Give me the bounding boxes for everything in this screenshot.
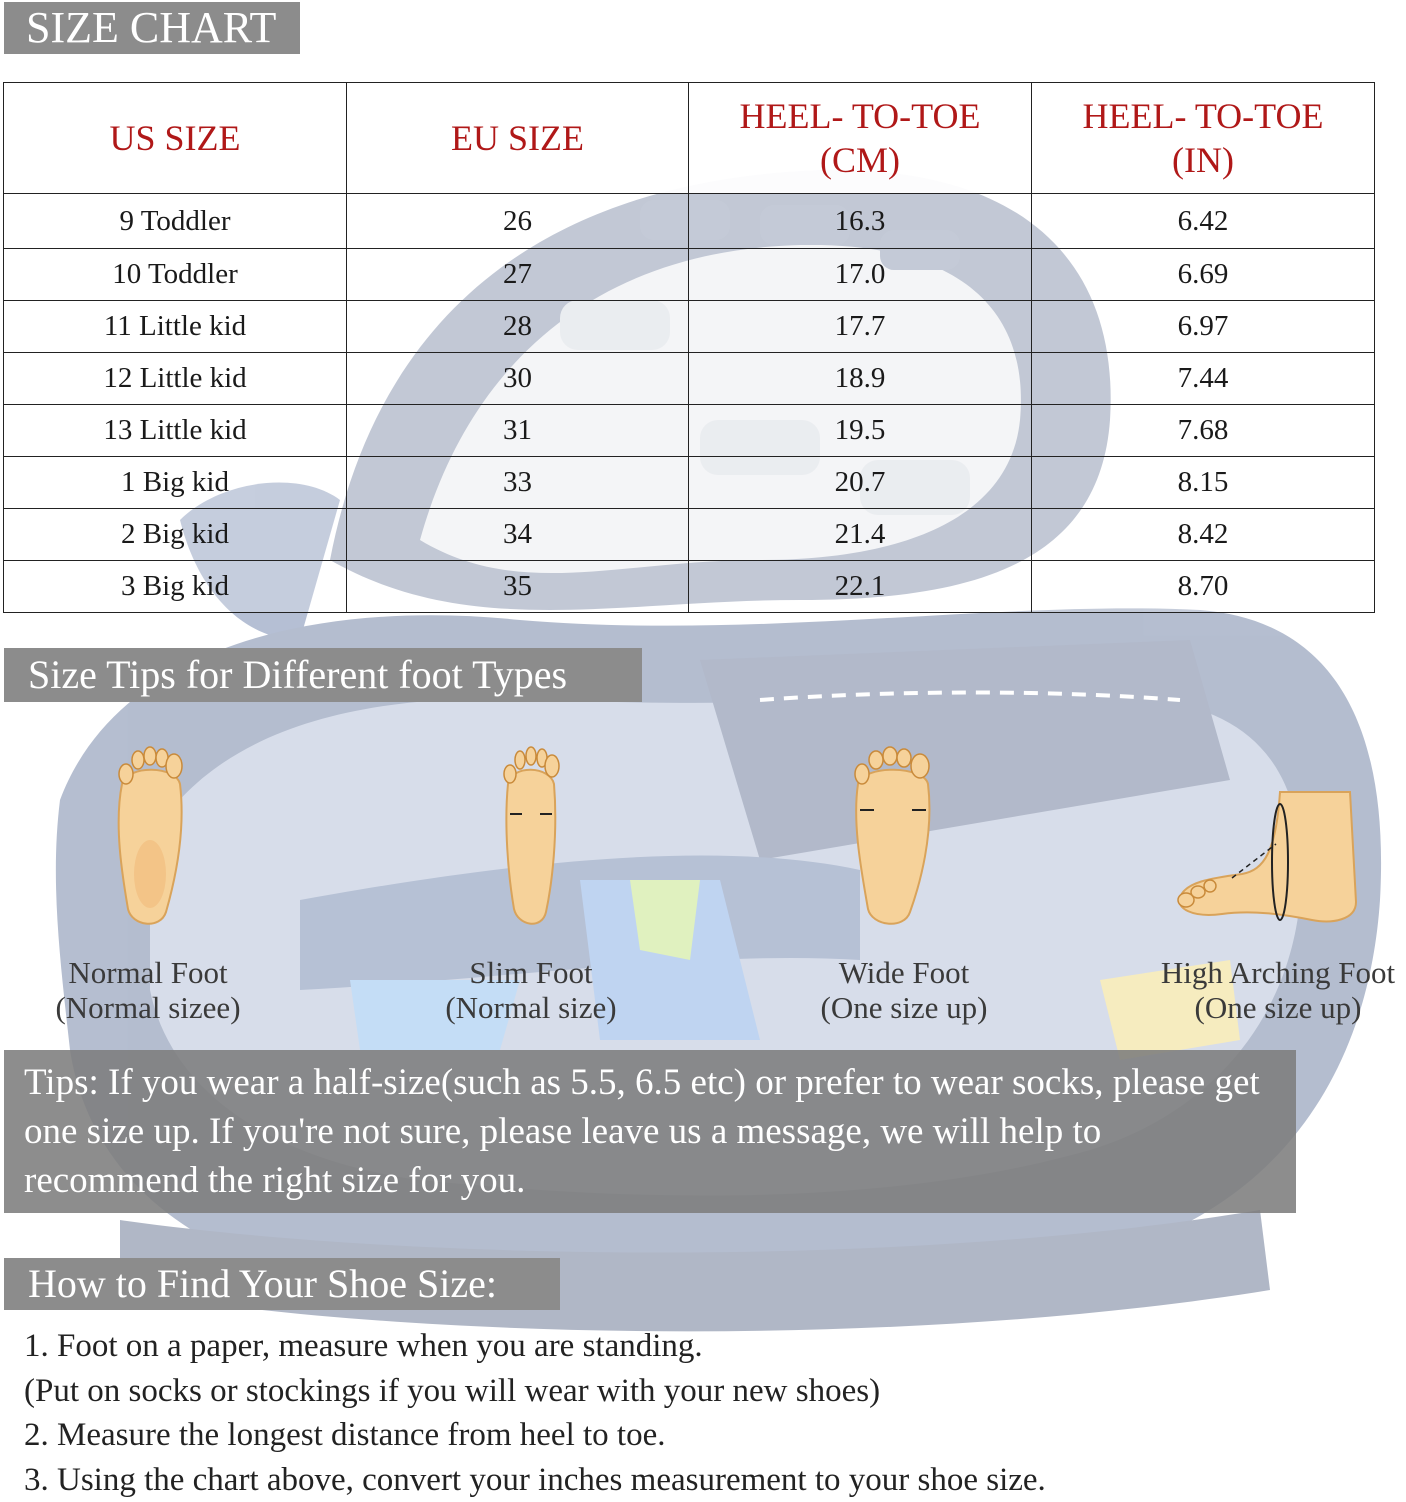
table-row (4, 509, 1375, 561)
cell-in: 6.97 (1032, 301, 1375, 353)
foot-type-advice: (Normal sizee) (38, 990, 258, 1025)
foot-type-slim (426, 955, 636, 1025)
cell-us-size: 2 Big kid (4, 509, 347, 561)
cell-us-size: 1 Big kid (4, 457, 347, 509)
cell-cm: 19.5 (689, 405, 1032, 457)
foot-type-advice: (Normal size) (426, 990, 636, 1025)
step-item: (Put on socks or stockings if you will wear with your new shoes) (24, 1369, 1046, 1414)
cell-in: 6.42 (1032, 194, 1375, 249)
cell-us-size: 3 Big kid (4, 561, 347, 613)
foot-type-advice: (One size up) (796, 990, 1012, 1025)
table-row (4, 561, 1375, 613)
cell-eu-size: 30 (347, 353, 689, 405)
size-chart-title: SIZE CHART (4, 2, 300, 54)
foot-type-advice: (One size up) (1150, 990, 1406, 1025)
measurement-steps (24, 1324, 1046, 1502)
table-row (4, 249, 1375, 301)
cell-cm: 17.0 (689, 249, 1032, 301)
cell-cm: 18.9 (689, 353, 1032, 405)
wide-foot-icon (848, 744, 938, 934)
table-row (4, 301, 1375, 353)
cell-cm: 16.3 (689, 194, 1032, 249)
header-heel-to-toe-in: HEEL- TO-TOE (IN) (1032, 83, 1375, 194)
step-item: 3. Using the chart above, convert your inches measurement to your shoe size. (24, 1458, 1046, 1502)
cell-us-size: 9 Toddler (4, 194, 347, 249)
cell-us-size: 13 Little kid (4, 405, 347, 457)
sizing-tips-text: Tips: If you wear a half-size(such as 5.5, 6.5 etc) or prefer to wear socks, please get one size up. If you're not sure, please leave us a message, we will help to recommend the right size for you. (24, 1058, 1276, 1205)
foot-type-name: Slim Foot (426, 955, 636, 990)
header-us-size: US SIZE (4, 83, 347, 194)
cell-in: 8.42 (1032, 509, 1375, 561)
header-eu-size: EU SIZE (347, 83, 689, 194)
foot-type-high-arch (1150, 955, 1406, 1025)
cell-in: 6.69 (1032, 249, 1375, 301)
high-arch-foot-icon (1172, 782, 1362, 932)
cell-us-size: 12 Little kid (4, 353, 347, 405)
table-row (4, 194, 1375, 249)
cell-in: 7.44 (1032, 353, 1375, 405)
how-to-find-size-heading: How to Find Your Shoe Size: (4, 1258, 560, 1310)
normal-foot-icon (108, 744, 190, 934)
cell-eu-size: 28 (347, 301, 689, 353)
cell-us-size: 10 Toddler (4, 249, 347, 301)
step-item: 2. Measure the longest distance from heel to toe. (24, 1413, 1046, 1458)
cell-in: 8.15 (1032, 457, 1375, 509)
foot-type-name: High Arching Foot (1150, 955, 1406, 990)
size-tips-heading: Size Tips for Different foot Types (4, 648, 642, 702)
cell-eu-size: 27 (347, 249, 689, 301)
cell-in: 7.68 (1032, 405, 1375, 457)
foot-type-name: Wide Foot (796, 955, 1012, 990)
header-heel-to-toe-cm: HEEL- TO-TOE (CM) (689, 83, 1032, 194)
foot-type-wide (796, 955, 1012, 1025)
table-row (4, 353, 1375, 405)
cell-us-size: 11 Little kid (4, 301, 347, 353)
cell-eu-size: 34 (347, 509, 689, 561)
sizing-tips-box (4, 1050, 1296, 1213)
foot-type-name: Normal Foot (38, 955, 258, 990)
step-item: 1. Foot on a paper, measure when you are standing. (24, 1324, 1046, 1369)
table-row (4, 405, 1375, 457)
cell-eu-size: 35 (347, 561, 689, 613)
table-header-row (4, 83, 1375, 194)
size-table (3, 82, 1375, 613)
cell-in: 8.70 (1032, 561, 1375, 613)
cell-cm: 22.1 (689, 561, 1032, 613)
cell-eu-size: 26 (347, 194, 689, 249)
slim-foot-icon (496, 744, 566, 934)
cell-eu-size: 33 (347, 457, 689, 509)
cell-cm: 17.7 (689, 301, 1032, 353)
cell-cm: 21.4 (689, 509, 1032, 561)
table-row (4, 457, 1375, 509)
cell-cm: 20.7 (689, 457, 1032, 509)
cell-eu-size: 31 (347, 405, 689, 457)
foot-type-normal (38, 955, 258, 1025)
